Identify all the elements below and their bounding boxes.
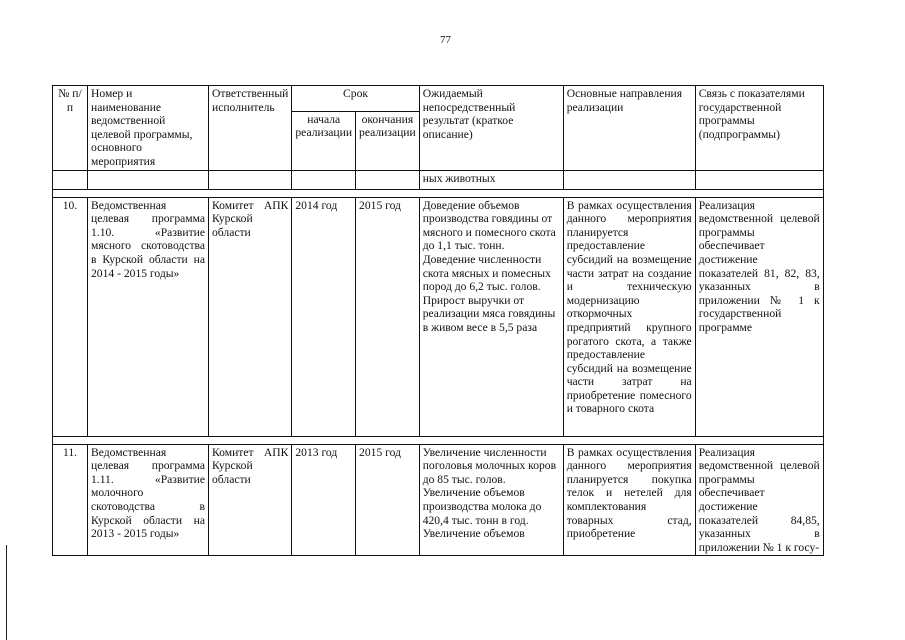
- row-end: 2015 год: [356, 444, 420, 556]
- row-result: Увеличение численности поголовья молочных коров до 85 тыс. голов. Увеличение объемов производства молока до 420,4 тыс. тонн в год. Увеличение объемов: [419, 444, 563, 556]
- row-directions: В рамках осуществления данного мероприятия планируется предоставление субсидий на возмещение части затрат на создание и техническую модернизацию откормочных предприятий крупного рогатого скота, а также предоставление субсидий на возмещение части затрат на приобретение помесного и товарного скота: [563, 197, 695, 436]
- header-term: Срок: [292, 86, 419, 112]
- separator-row: [53, 189, 824, 197]
- header-responsible: Ответственный исполнитель: [209, 86, 292, 171]
- continuation-text: ных животных: [419, 170, 563, 189]
- row-link: Реализация ведомственной целевой программы обеспечивает достижение показателей 84,85, указанных в приложении № 1 к госу-: [695, 444, 823, 556]
- header-term-start: начала реализации: [292, 111, 356, 170]
- table-row: [53, 197, 824, 436]
- row-directions: В рамках осуществления данного мероприятия планируется покупка телок и нетелей для комплектования товарных стад, приобретение: [563, 444, 695, 556]
- row-responsible: Комитет АПК Курской области: [209, 444, 292, 556]
- row-link: Реализация ведомственной целевой программы обеспечивает достижение показателей 81, 82, 83, указанных в приложении № 1 к государственной программе: [695, 197, 823, 436]
- separator-row: [53, 436, 824, 444]
- row-num: 11.: [53, 444, 88, 556]
- header-result: Ожидаемый непосредственный результат (краткое описание): [419, 86, 563, 171]
- program-table: [52, 85, 824, 556]
- row-num: 10.: [53, 197, 88, 436]
- row-result: Доведение объемов производства говядины от мясного и помесного скота до 1,1 тыс. тонн. Доведение численности скота мясных и помесных пород до 6,2 тыс. голов. Прирост выручки от реализации мяса говядины в живом весе в 5,5 раза: [419, 197, 563, 436]
- row-program: Ведомственная целевая программа 1.11. «Развитие молочного скотоводства в Курской области на 2013 - 2015 годы»: [88, 444, 209, 556]
- header-program: Номер и наименование ведомственной целевой программы, основного мероприятия: [88, 86, 209, 171]
- table-row: [53, 444, 824, 556]
- row-program: Ведомственная целевая программа 1.10. «Развитие мясного скотоводства в Курской области на 2014 - 2015 годы»: [88, 197, 209, 436]
- header-link: Связь с показателями государственной программы (подпрограммы): [695, 86, 823, 171]
- row-end: 2015 год: [356, 197, 420, 436]
- page-number: 77: [440, 34, 451, 46]
- header-directions: Основные направления реализации: [563, 86, 695, 171]
- header-num: № п/п: [53, 86, 88, 171]
- scan-edge-line: [6, 545, 7, 640]
- row-start: 2014 год: [292, 197, 356, 436]
- row-start: 2013 год: [292, 444, 356, 556]
- header-term-end: окончания реализации: [356, 111, 420, 170]
- header-row: [53, 86, 824, 112]
- row-responsible: Комитет АПК Курской области: [209, 197, 292, 436]
- continuation-row: [53, 170, 824, 189]
